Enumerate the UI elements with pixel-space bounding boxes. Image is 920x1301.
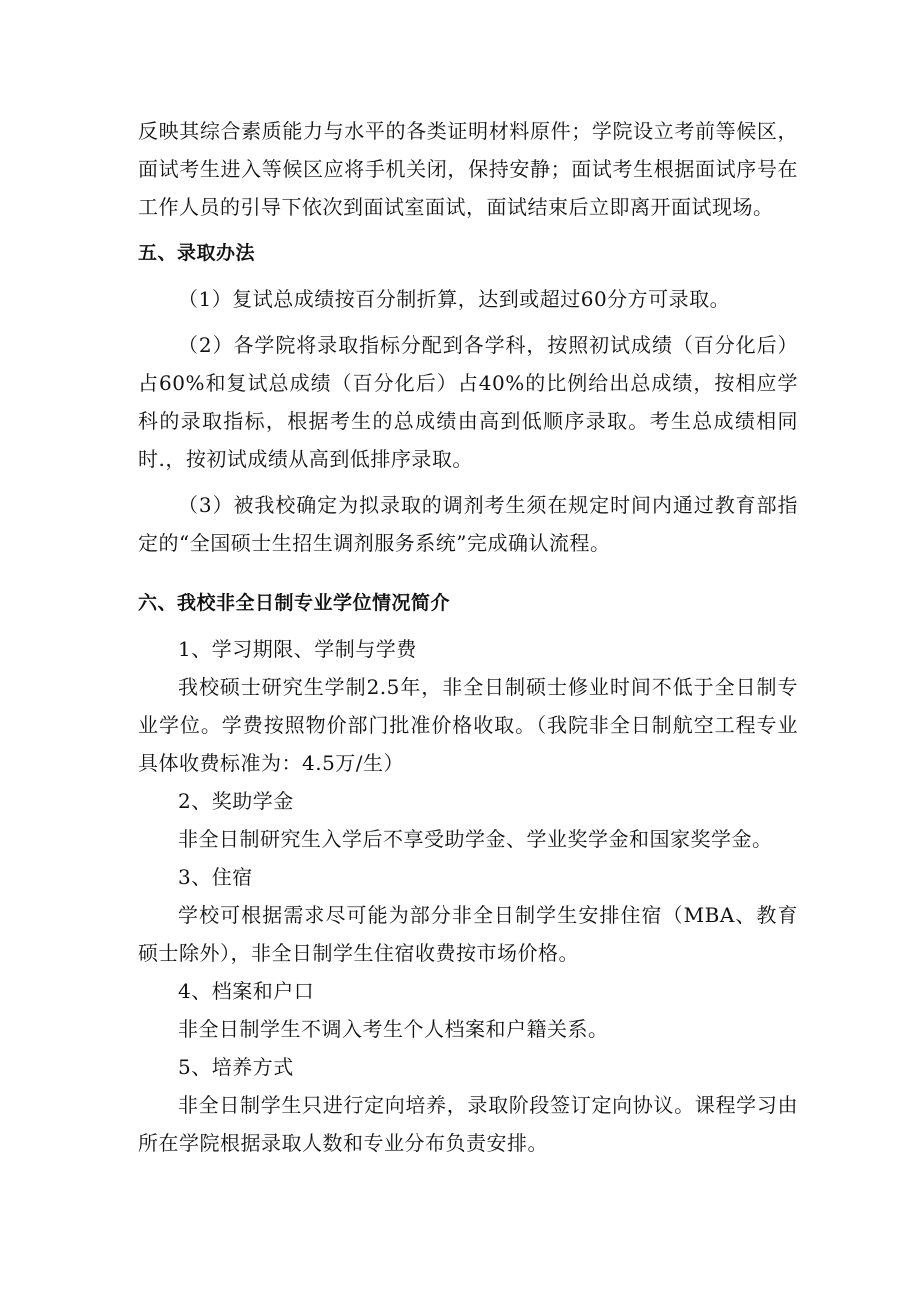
section-body-accommodation: 学校可根据需求尽可能为部分非全日制学生安排住宿（MBA、教育硕士除外），非全日制学生住宿收费按市场价格。 — [138, 903, 798, 965]
section-body-archives: 非全日制学生不调入考生个人档案和户籍关系。 — [178, 1017, 609, 1041]
section-title-study-period: 1、学习期限、学制与学费 — [178, 637, 417, 661]
section-title-scholarship: 2、奖助学金 — [178, 789, 294, 813]
document-page — [138, 112, 798, 1162]
section-body-study-period: 我校硕士研究生学制2.5年，非全日制硕士修业时间不低于全日制专业学位。学费按照物价部门批准价格收取。（我院非全日制航空工程专业具体收费标准为：4.5万/生） — [138, 675, 798, 775]
heading-part-time-intro: 六、我校非全日制专业学位情况简介 — [138, 592, 451, 614]
paragraph-admission-2: （2）各学院将录取指标分配到各学科，按照初试成绩（百分化后）占60%和复试总成绩（百分化后）占40%的比例给出总成绩，按相应学科的录取指标，根据考生的总成绩由高到低顺序录取。考生总成绩相同时.，按初试成绩从高到低排序录取。 — [138, 333, 798, 471]
section-body-scholarship: 非全日制研究生入学后不享受助学金、学业奖学金和国家奖学金。 — [178, 827, 773, 851]
paragraph-admission-1: （1）复试总成绩按百分制折算，达到或超过60分方可录取。 — [178, 287, 731, 311]
section-title-archives: 4、档案和户口 — [178, 979, 315, 1003]
paragraph-interview-rules: 反映其综合素质能力与水平的各类证明材料原件；学院设立考前等候区，面试考生进入等候区应将手机关闭，保持安静；面试考生根据面试序号在工作人员的引导下依次到面试室面试，面试结束后立即离开面试现场。 — [138, 119, 798, 219]
paragraph-admission-3: （3）被我校确定为拟录取的调剂考生须在规定时间内通过教育部指定的“全国硕士生招生调剂服务系统”完成确认流程。 — [138, 493, 798, 555]
heading-admission-method: 五、录取办法 — [138, 242, 256, 264]
section-title-training: 5、培养方式 — [178, 1055, 294, 1079]
section-body-training: 非全日制学生只进行定向培养，录取阶段签订定向协议。课程学习由所在学院根据录取人数和专业分布负责安排。 — [138, 1093, 798, 1155]
section-title-accommodation: 3、住宿 — [178, 865, 253, 889]
